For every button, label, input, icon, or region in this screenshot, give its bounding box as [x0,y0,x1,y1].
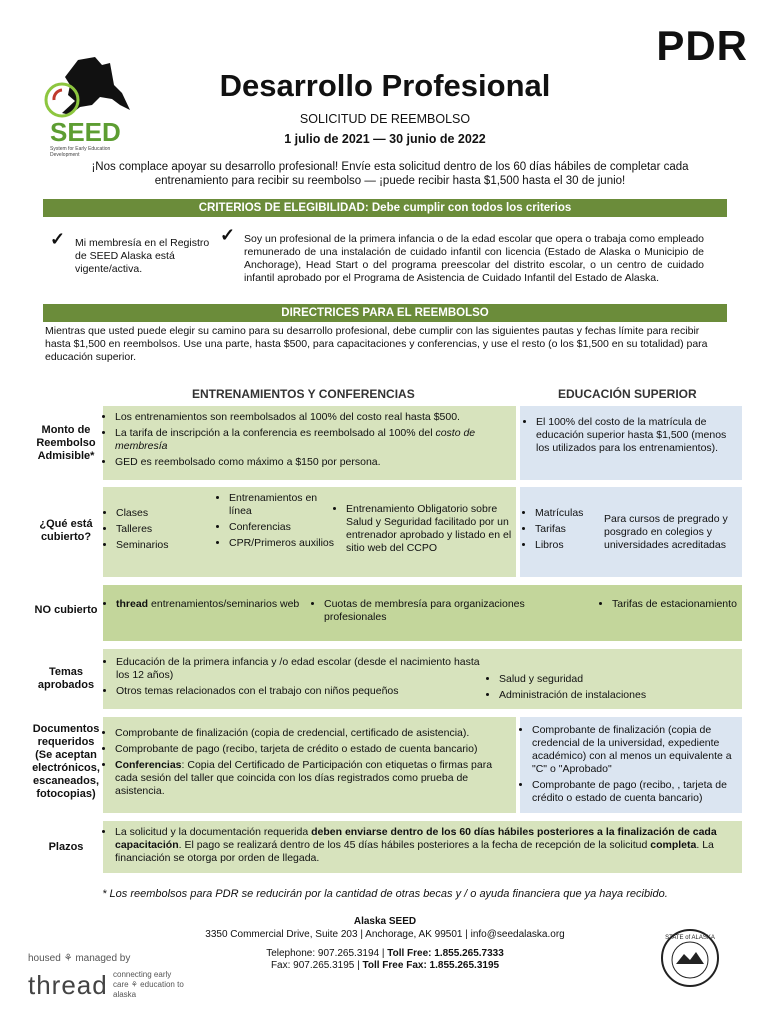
row-label-documentos: Documentos requeridos (Se aceptan electrónicos, escaneados, fotocopias) [32,723,100,800]
footer-address: 3350 Commercial Drive, Suite 203 | Anchorage, AK 99501 | info@seedalaska.org [205,929,565,940]
no-cubierto-cell [103,585,742,641]
page-subtitle: SOLICITUD DE REEMBOLSO [299,112,471,126]
covered-item: • Entrenamientos en línea [229,492,339,518]
footer-org: Alaska SEED [353,916,417,927]
directives-text: Mientras que usted puede elegir su camino para su desarrollo profesional, debe cumplir con las siguientes pautas y fechas límite para recibir hasta $1,500 en reembolsos. Use una parte, hasta $500, para capacitaciones y conferencias, y use el resto (o los $1,500 en su totalidad) para educación superior. [45,325,708,363]
pdr-heading: PDR [656,22,748,69]
higher-ed-note: Para cursos de pregrado y posgrado en colegios y universidades acreditadas [604,513,728,551]
covered-item: • Tarifas [535,523,610,536]
doc-item: • Comprobante de finalización (copia de credencial de la universidad, expediente académico) con al menos un equivalente a "C" o "Aprobado" [532,724,736,776]
doc-item: • Conferencias: Copia del Certificado de Participación con etiquetas o firmas para cada sesión del taller que coincida con los días registrados como prueba de asistencia. [115,759,508,798]
checkmark-icon: ✓ [50,229,66,249]
topic-item: • Administración de instalaciones [499,689,739,702]
monto-item-2: • La tarifa de inscripción a la conferencia es reembolsado al 100% del costo de membresía [115,427,508,453]
cubierto-right-cell [520,487,742,577]
not-covered-item: • Tarifas de estacionamiento [612,598,742,611]
directives-bar: DIRECTRICES PARA EL REEMBOLSO [43,304,727,322]
monto-higher-ed: • El 100% del costo de la matrícula de educación superior hasta $1,500 (menos los utilizados para los entrenamientos). [536,416,734,455]
intro-text: ¡Nos complace apoyar su desarrollo profesional! Envíe esta solicitud dentro de los 60 días hábiles de completar cada entrenamiento para recibir su reembolso — ¡puede recibir hasta $1,500 hasta el 30 de junio! [91,161,689,187]
not-covered-item: • Cuotas de membresía para organizaciones profesionales [324,598,564,624]
covered-item: • Entrenamiento Obligatorio sobre Salud y Seguridad facilitado por un entrenador aprobado y listado en el sitio web del CCPO [346,503,521,555]
docs-left-cell [103,717,516,813]
plazos-cell [103,821,742,873]
docs-right-cell [520,717,742,813]
footer-phone: Telephone: 907.265.3194 | Toll Free: 1.855.265.7333 [266,948,504,959]
thread-tagline: connecting early care ⚘ education to alaska [113,970,184,999]
row-label-no-cubierto: NO cubierto [34,604,98,616]
monto-item-3: • GED es reembolsado como máximo a $150 por persona. [115,456,508,469]
covered-item: • CPR/Primeros auxilios [229,537,339,550]
alaska-seal-icon [660,928,720,988]
monto-left-cell [103,406,516,480]
covered-item: • Seminarios [116,539,216,552]
eligibility-bar: CRITERIOS DE ELEGIBILIDAD: Debe cumplir con todos los criterios [43,199,727,217]
covered-item: • Clases [116,507,216,520]
page-title: Desarrollo Profesional [219,68,551,103]
doc-item: • Comprobante de pago (recibo, , tarjeta de crédito o estado de cuenta bancario) [532,779,736,805]
housed-managed-text: housed ⚘ managed by [28,953,131,964]
seal-text: STATE of ALASKA [665,935,715,941]
deadline-text: • La solicitud y la documentación requerida deben enviarse dentro de los 60 días hábiles posteriores a la finalización de cada capacitación. El pago se realizará dentro de los 45 días hábiles posteriores a la fecha de recepción de la solicitud completa. La financiación se otorga por orden de llegada. [115,826,736,865]
topic-item: • Otros temas relacionados con el trabajo con niños pequeños [116,685,486,698]
covered-item: • Libros [535,539,610,552]
date-range: 1 julio de 2021 — 30 junio de 2022 [284,132,486,146]
temas-cell [103,649,742,709]
seed-wordmark: SEED [50,117,121,147]
thread-logo: thread [28,970,108,1000]
topic-item: • Salud y seguridad [499,673,739,686]
row-label-cubierto: ¿Qué está cubierto? [39,518,93,543]
row-label-plazos: Plazos [48,841,84,853]
footer-fax: Fax: 907.265.3195 | Toll Free Fax: 1.855.265.3195 [270,960,500,971]
eligibility-item-2: Soy un profesional de la primera infancia o de la edad escolar que opera o trabaja como empleado remunerado de una instalación de cuidado infantil con licencia (Estado de Alaska o Municipio de Anchorage), Head Start o del programa preescolar del distrito escolar, o un centro de cuidado infantil aprobado por el Programa de Asistencia de Cuidado Infantil del Estado de Alaska. [244,233,704,284]
eligibility-item-1: Mi membresía en el Registro de SEED Alaska está vigente/activa. [75,237,210,275]
doc-item: • Comprobante de finalización (copia de credencial, certificado de asistencia). [115,727,508,740]
seed-tagline: System for Early Education Development [50,146,111,158]
doc-item: • Comprobante de pago (recibo, tarjeta de crédito o estado de cuenta bancario) [115,743,508,756]
covered-item: • Talleres [116,523,216,536]
checkmark-icon: ✓ [220,225,236,245]
not-covered-item: • thread entrenamientos/seminarios web [116,598,316,611]
footnote: * Los reembolsos para PDR se reducirán por la cantidad de otras becas y / o ayuda financiera que ya haya recibido. [102,888,668,900]
row-label-temas: Temas aprobados [37,666,95,691]
column-heading-higher-ed: EDUCACIÓN SUPERIOR [558,387,697,401]
monto-item-1: • Los entrenamientos son reembolsados al 100% del costo real hasta $500. [115,411,508,424]
cubierto-left-cell [103,487,516,577]
monto-right-cell [520,406,742,480]
topic-item: • Educación de la primera infancia y /o edad escolar (desde el nacimiento hasta los 12 años) [116,656,486,682]
column-heading-trainings: ENTRENAMIENTOS Y CONFERENCIAS [192,387,415,401]
covered-item: • Conferencias [229,521,339,534]
covered-item: • Matrículas [535,507,610,520]
row-label-monto: Monto de Reembolso Admisible* [36,424,96,462]
